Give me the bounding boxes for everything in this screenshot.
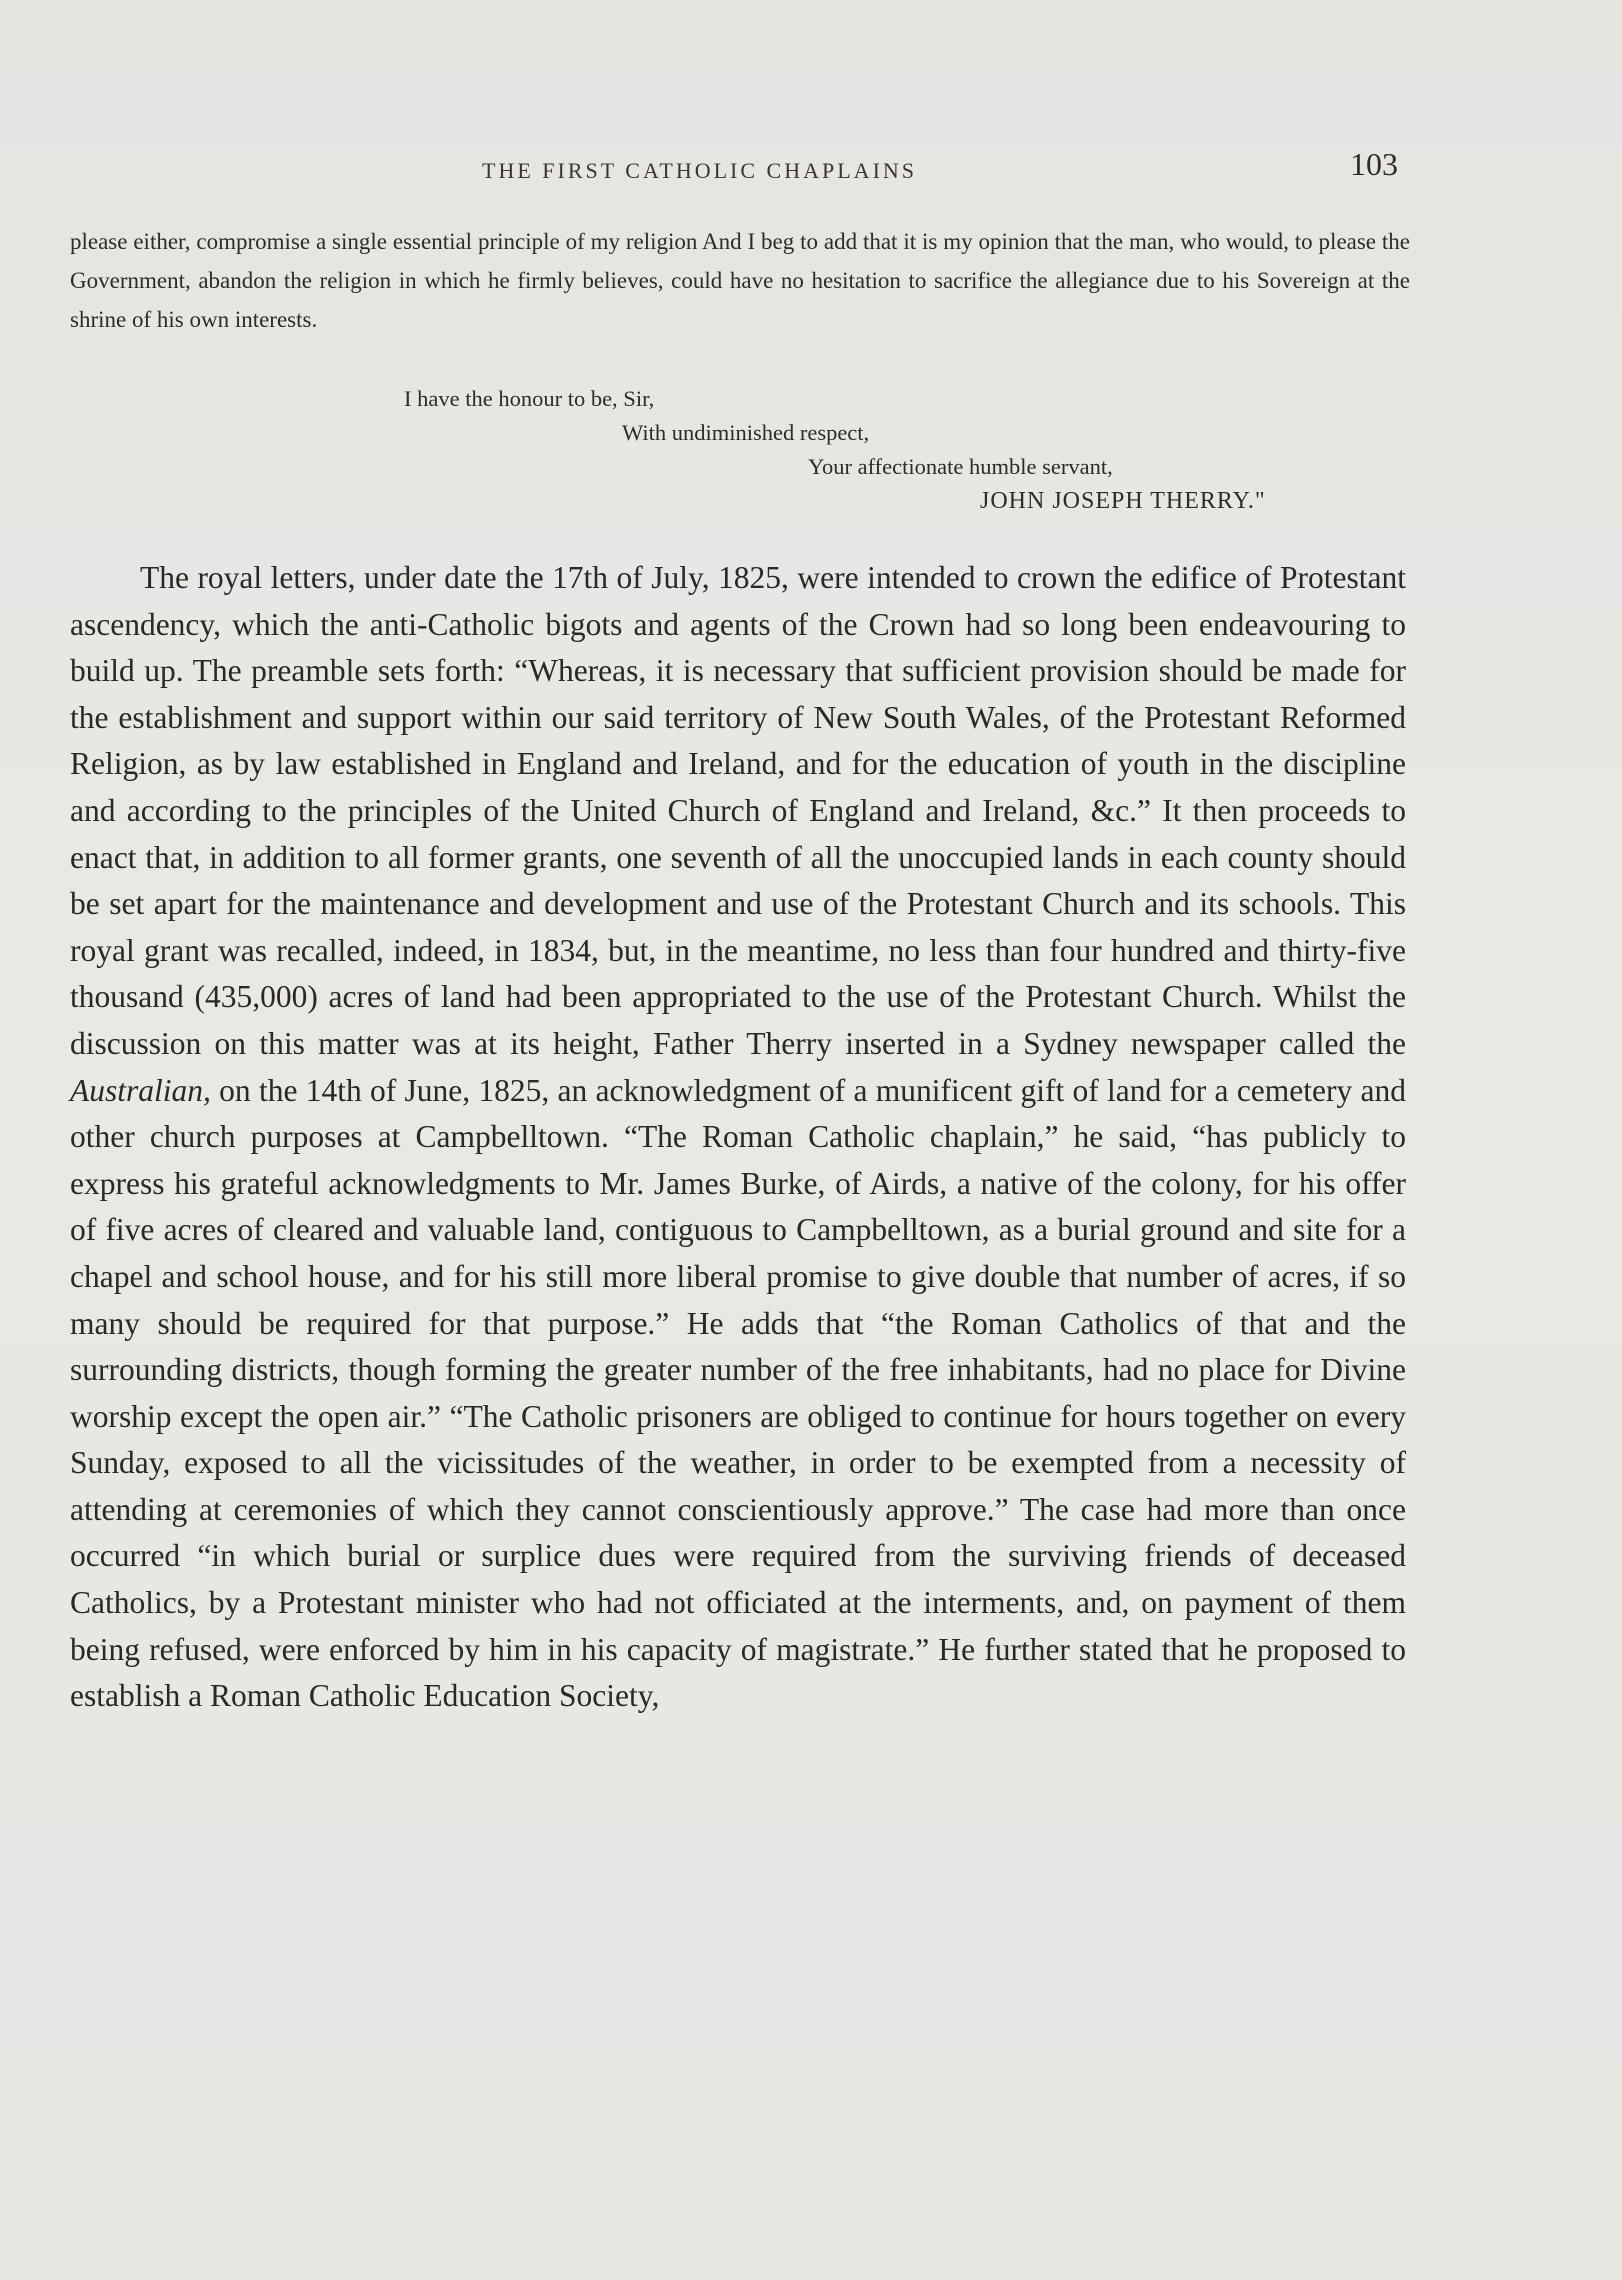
body-text-part-2: on the 14th of June, 1825, an acknowledgment of a munificent gift of land for a cemetery and other church purposes at Campbelltown. “The Roman Catholic chaplain,” he said, “has publicly to express his grateful acknowledgments to Mr. James Burke, of Airds, a native of the colony, for his offer of five acres of cleared and valuable land, contiguous to Campbelltown, as a burial ground and site for a chapel and school house, and for his still more liberal promise to give double that number of acres, if so many should be required for that purpose.” He adds that “the Roman Catholics of that and the surrounding districts, though forming the greater number of the free inhabitants, had no place for Divine worship except the open air.” “The Catholic prisoners are obliged to continue for hours together on every Sunday, exposed to all the vicissitudes of the weather, in order to be exempted from a necessity of attending at ceremonies of which they cannot conscientiously approve.” The case had more than once occurred “in which burial or surplice dues were required from the surviving friends of deceased Catholics, by a Protestant minister who had not officiated at the interments, and, on payment of them being refused, were enforced by him in his capacity of magistrate.” He further stated that he proposed to establish a Roman Catholic Education Society, [70, 1072, 1406, 1714]
letter-closing-line-1: I have the honour to be, Sir, [404, 386, 655, 411]
letter-closing-line-3: Your affectionate humble servant, [808, 454, 1113, 479]
letter-closing-line-2: With undiminished respect, [622, 420, 870, 445]
body-paragraph [70, 555, 1406, 1720]
body-text-part-1: The royal letters, under date the 17th of July, 1825, were intended to crown the edifice of Protestant ascendency, which the anti-Catholic bigots and agents of the Crown had so long been endeavouring to build up. The preamble sets forth: “Whereas, it is necessary that sufficient provision should be made for the establishment and support within our said territory of New South Wales, of the Protestant Reformed Religion, as by law established in England and Ireland, and for the education of youth in the discipline and according to the principles of the United Church of England and Ireland, &c.” It then proceeds to enact that, in addition to all former grants, one seventh of all the unoccupied lands in each county should be set apart for the maintenance and development and use of the Protestant Church and its schools. This royal grant was recalled, indeed, in 1834, but, in the meantime, no less than four hundred and thirty-five thousand (435,000) acres of land had been appropriated to the use of the Protestant Church. Whilst the discussion on this matter was at its height, Father Therry inserted in a Sydney newspaper called the [70, 560, 1406, 1061]
newspaper-title: Australian, [70, 1072, 211, 1108]
letter-paragraph: please either, compromise a single essential principle of my religion And I beg to add that it is my opinion that the man, who would, to please the Government, abandon the religion in which he firmly believes, could have no hesitation to sacrifice the allegiance due to his Sovereign at the shrine of his own interests. [70, 229, 1410, 332]
page-number: 103 [1350, 146, 1398, 182]
letter-signature: JOHN JOSEPH THERRY." [980, 488, 1266, 514]
running-head: THE FIRST CATHOLIC CHAPLAINS [482, 158, 918, 183]
